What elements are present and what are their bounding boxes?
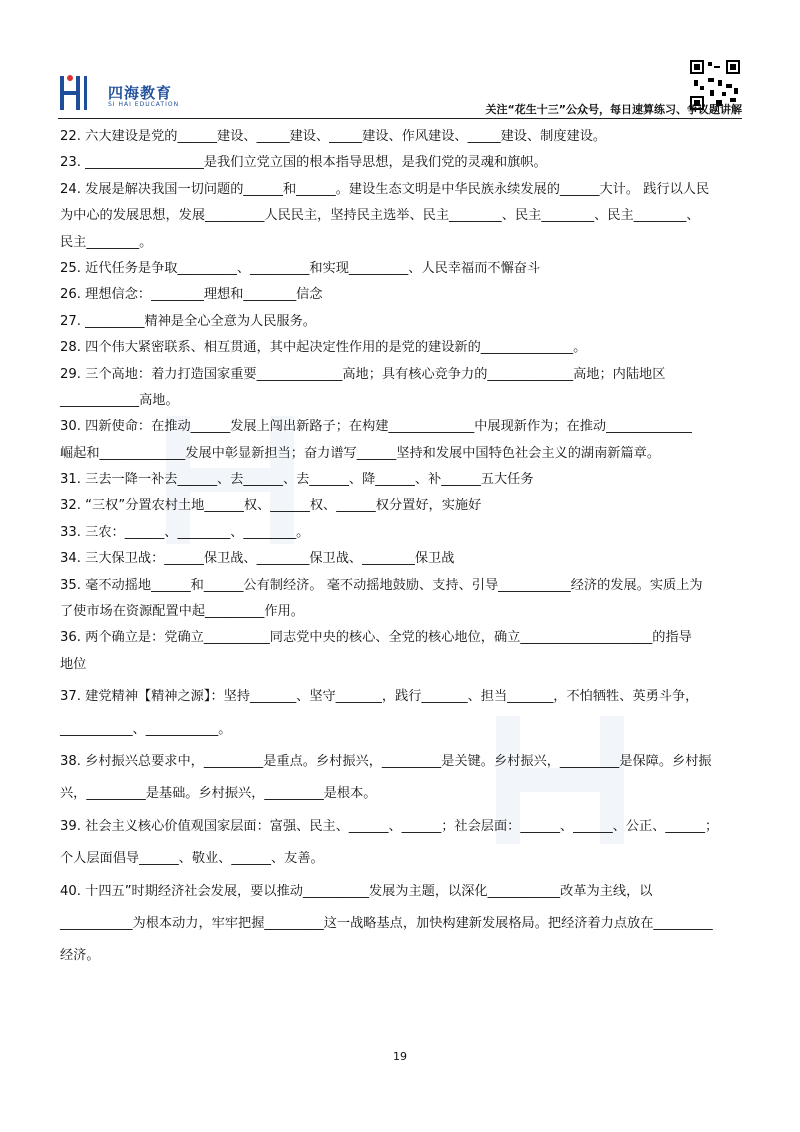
question-line: 兴，_________是基础。乡村振兴，_________是根本。 bbox=[60, 786, 377, 802]
question-line: ___________、___________。 bbox=[60, 721, 232, 737]
question-line: 33. 三农：______、________、________。 bbox=[60, 524, 310, 540]
question-line: 36. 两个确立是：党确立__________同志党中央的核心、全党的核心地位，确立____________________的指导 bbox=[60, 630, 692, 646]
question-line: 23. __________________是我们立党立国的根本指导思想，是我们党的灵魂和旗帜。 bbox=[60, 155, 547, 171]
logo-text: 四海教育 bbox=[108, 84, 173, 102]
question-line: 30. 四新使命：在推动______发展上闯出新路子；在构建_____________中展现新作为；在推动_____________ bbox=[60, 419, 692, 435]
header-divider bbox=[58, 118, 742, 119]
question-line: 38. 乡村振兴总要求中，_________是重点。乡村振兴，_________是关键。乡村振兴，_________是保障。乡村振 bbox=[60, 753, 712, 769]
question-line: 25. 近代任务是争取_________、_________和实现_________、人民幸福而不懈奋斗 bbox=[60, 260, 541, 276]
question-line: 28. 四个伟大紧密联系、相互贯通，其中起决定性作用的是党的建设新的______________。 bbox=[60, 340, 587, 356]
page-header bbox=[0, 0, 800, 120]
question-line: 民主________。 bbox=[60, 234, 153, 250]
question-line: 31. 三去一降一补去______、去______、去______、降______、补______五大任务 bbox=[60, 472, 534, 488]
question-line: ___________为根本动力，牢牢把握_________这一战略基点，加快构建新发展格局。把经济着力点放在_________ bbox=[60, 915, 713, 931]
question-line: 34. 三大保卫战：______保卫战、________保卫战、________保卫战 bbox=[60, 551, 455, 567]
question-line: 37. 建党精神【精神之源】：坚持_______、坚守_______，践行_______、担当_______，不怕牺牲、英勇斗争， bbox=[60, 689, 699, 705]
question-line: 29. 三个高地：着力打造国家重要_____________高地；具有核心竞争力的_____________高地；内陆地区 bbox=[60, 366, 666, 382]
question-line: 崛起和_____________发展中彰显新担当；奋力谱写______坚持和发展中国特色社会主义的湖南新篇章。 bbox=[60, 445, 661, 461]
question-line: 26. 理想信念：________理想和________信念 bbox=[60, 287, 323, 303]
question-line: 27. _________精神是全心全意为人民服务。 bbox=[60, 313, 316, 329]
question-line: 个人层面倡导______、敬业、______、友善。 bbox=[60, 851, 324, 867]
question-line: 32. “三权”分置农村土地______权、______权、______权分置好，实施好 bbox=[60, 498, 482, 514]
question-line: 40. 十四五”时期经济社会发展，要以推动__________发展为主题，以深化___________改革为主线，以 bbox=[60, 883, 653, 899]
question-list bbox=[60, 124, 744, 970]
question-line: 22. 六大建设是党的______建设、_____建设、_____建设、作风建设、_____建设、制度建设。 bbox=[60, 129, 607, 144]
question-line: ____________高地。 bbox=[60, 392, 179, 408]
question-line: 39. 社会主义核心价值观国家层面：富强、民主、______、______；社会层面：______、______、公正、______； bbox=[60, 818, 719, 834]
follow-notice: 关注“花生十三”公众号，每日速算练习、争议题讲解 bbox=[485, 103, 742, 116]
question-line: 了使市场在资源配置中起_________作用。 bbox=[60, 604, 304, 620]
page-number: 19 bbox=[393, 1050, 407, 1063]
question-line: 24. 发展是解决我国一切问题的______和______。建设生态文明是中华民族永续发展的______大计。 践行以人民 bbox=[60, 181, 710, 197]
logo-subtitle: SI HAI EDUCATION bbox=[108, 101, 180, 108]
question-line: 35. 毫不动摇地______和______公有制经济。 毫不动摇地鼓励、支持、引导___________经济的发展。实质上为 bbox=[60, 577, 703, 593]
question-line: 为中心的发展思想，发展_________人民民主，坚持民主选举、民主________、民主________、民主________、 bbox=[60, 208, 700, 224]
question-line: 经济。 bbox=[60, 948, 100, 964]
question-line: 地位 bbox=[60, 656, 87, 672]
